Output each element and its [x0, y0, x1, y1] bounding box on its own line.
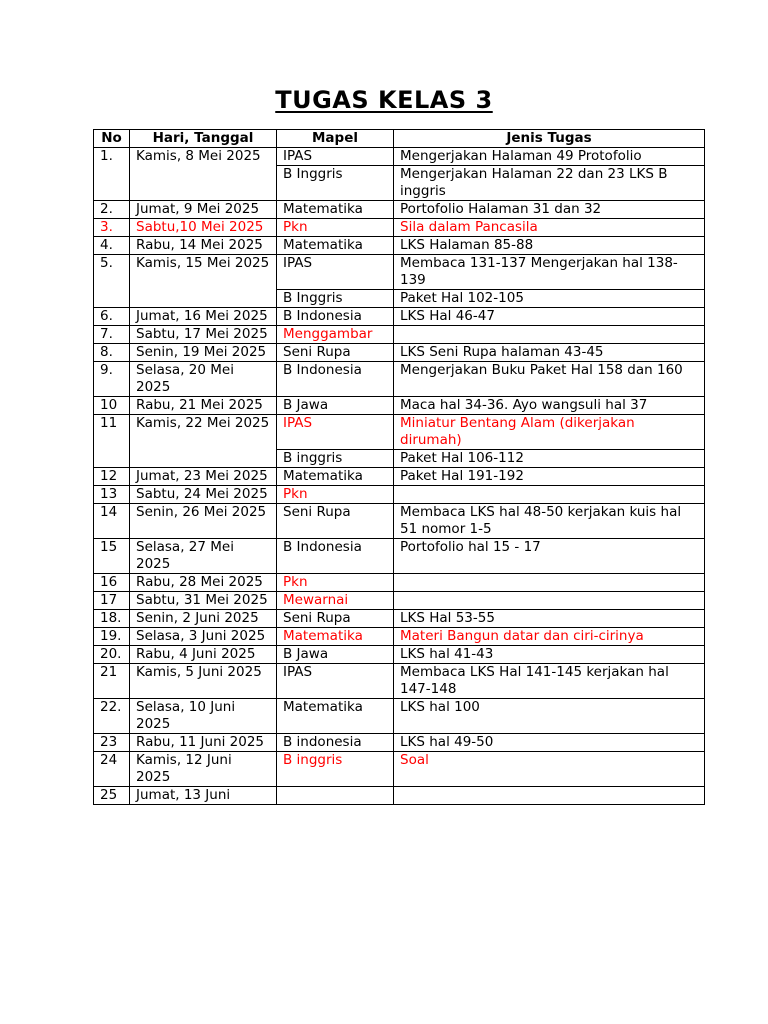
row-day: Kamis, 5 Juni 2025	[130, 664, 277, 699]
row-mapel: B Inggris	[277, 166, 394, 201]
row-day: Kamis, 12 Juni 2025	[130, 752, 277, 787]
row-mapel: Matematika	[277, 628, 394, 646]
table-row	[94, 734, 705, 752]
row-day: Selasa, 10 Juni 2025	[130, 699, 277, 734]
row-day: Senin, 26 Mei 2025	[130, 504, 277, 539]
table-row	[94, 415, 705, 450]
row-number: 15	[94, 539, 130, 574]
row-day: Kamis, 8 Mei 2025	[130, 148, 277, 201]
row-day: Jumat, 9 Mei 2025	[130, 201, 277, 219]
table-row	[94, 486, 705, 504]
table-row	[94, 664, 705, 699]
row-number: 17	[94, 592, 130, 610]
row-day: Jumat, 23 Mei 2025	[130, 468, 277, 486]
row-number: 8.	[94, 344, 130, 362]
row-mapel: B Jawa	[277, 646, 394, 664]
table-row	[94, 201, 705, 219]
row-day: Selasa, 3 Juni 2025	[130, 628, 277, 646]
row-day: Kamis, 15 Mei 2025	[130, 255, 277, 308]
table-row	[94, 468, 705, 486]
row-jenis: Membaca LKS Hal 141-145 kerjakan hal 147-148	[394, 664, 705, 699]
header-no: No	[94, 130, 130, 148]
table-row	[94, 237, 705, 255]
row-day: Selasa, 27 Mei 2025	[130, 539, 277, 574]
row-jenis: LKS Seni Rupa halaman 43-45	[394, 344, 705, 362]
row-mapel: B Indonesia	[277, 308, 394, 326]
row-number: 21	[94, 664, 130, 699]
row-number: 20.	[94, 646, 130, 664]
table-row	[94, 504, 705, 539]
row-day: Senin, 19 Mei 2025	[130, 344, 277, 362]
row-day: Rabu, 28 Mei 2025	[130, 574, 277, 592]
row-number: 10	[94, 397, 130, 415]
row-mapel: Pkn	[277, 574, 394, 592]
row-mapel: Pkn	[277, 486, 394, 504]
row-mapel: Matematika	[277, 699, 394, 734]
row-mapel: IPAS	[277, 415, 394, 450]
row-number: 11	[94, 415, 130, 468]
row-day: Sabtu,10 Mei 2025	[130, 219, 277, 237]
row-day: Sabtu, 17 Mei 2025	[130, 326, 277, 344]
row-mapel: Mewarnai	[277, 592, 394, 610]
row-jenis: Paket Hal 191-192	[394, 468, 705, 486]
row-jenis: Mengerjakan Buku Paket Hal 158 dan 160	[394, 362, 705, 397]
row-jenis: Sila dalam Pancasila	[394, 219, 705, 237]
row-number: 22.	[94, 699, 130, 734]
row-jenis: LKS Hal 53-55	[394, 610, 705, 628]
row-mapel: Seni Rupa	[277, 344, 394, 362]
row-jenis	[394, 486, 705, 504]
table-row	[94, 574, 705, 592]
table-row	[94, 219, 705, 237]
row-mapel: Matematika	[277, 201, 394, 219]
row-jenis: Maca hal 34-36. Ayo wangsuli hal 37	[394, 397, 705, 415]
row-day: Kamis, 22 Mei 2025	[130, 415, 277, 468]
row-mapel	[277, 787, 394, 805]
row-number: 5.	[94, 255, 130, 308]
row-jenis: Materi Bangun datar dan ciri-cirinya	[394, 628, 705, 646]
row-jenis: LKS Hal 46-47	[394, 308, 705, 326]
row-number: 18.	[94, 610, 130, 628]
row-number: 13	[94, 486, 130, 504]
row-number: 19.	[94, 628, 130, 646]
row-mapel: Matematika	[277, 468, 394, 486]
table-row	[94, 787, 705, 805]
row-mapel: B inggris	[277, 752, 394, 787]
page-title: TUGAS KELAS 3	[275, 86, 493, 114]
table-row	[94, 362, 705, 397]
row-number: 1.	[94, 148, 130, 201]
row-number: 24	[94, 752, 130, 787]
row-mapel: Seni Rupa	[277, 610, 394, 628]
row-mapel: Pkn	[277, 219, 394, 237]
row-jenis: Portofolio Halaman 31 dan 32	[394, 201, 705, 219]
row-day: Sabtu, 31 Mei 2025	[130, 592, 277, 610]
row-jenis: Membaca LKS hal 48-50 kerjakan kuis hal 51 nomor 1-5	[394, 504, 705, 539]
row-mapel: Matematika	[277, 237, 394, 255]
row-day: Selasa, 20 Mei 2025	[130, 362, 277, 397]
header-day: Hari, Tanggal	[130, 130, 277, 148]
table-row	[94, 539, 705, 574]
row-number: 4.	[94, 237, 130, 255]
row-day: Rabu, 21 Mei 2025	[130, 397, 277, 415]
table-row	[94, 699, 705, 734]
row-jenis	[394, 592, 705, 610]
row-number: 3.	[94, 219, 130, 237]
table-row	[94, 308, 705, 326]
task-table	[93, 129, 705, 805]
row-number: 12	[94, 468, 130, 486]
row-day: Jumat, 16 Mei 2025	[130, 308, 277, 326]
row-day: Senin, 2 Juni 2025	[130, 610, 277, 628]
table-row	[94, 344, 705, 362]
row-jenis: LKS hal 100	[394, 699, 705, 734]
table-row	[94, 610, 705, 628]
row-jenis: Portofolio hal 15 - 17	[394, 539, 705, 574]
row-mapel: B Indonesia	[277, 362, 394, 397]
row-number: 23	[94, 734, 130, 752]
row-jenis: LKS hal 49-50	[394, 734, 705, 752]
table-row	[94, 628, 705, 646]
row-day: Rabu, 14 Mei 2025	[130, 237, 277, 255]
row-jenis: LKS hal 41-43	[394, 646, 705, 664]
row-mapel: B Indonesia	[277, 539, 394, 574]
row-jenis: Paket Hal 106-112	[394, 450, 705, 468]
row-mapel: B Jawa	[277, 397, 394, 415]
table-row	[94, 646, 705, 664]
row-number: 2.	[94, 201, 130, 219]
row-jenis: Mengerjakan Halaman 49 Protofolio	[394, 148, 705, 166]
row-number: 25	[94, 787, 130, 805]
table-header-row	[94, 130, 705, 148]
row-mapel: IPAS	[277, 255, 394, 290]
row-jenis: LKS Halaman 85-88	[394, 237, 705, 255]
row-mapel: B inggris	[277, 450, 394, 468]
table-row	[94, 592, 705, 610]
row-mapel: B indonesia	[277, 734, 394, 752]
row-mapel: Seni Rupa	[277, 504, 394, 539]
table-row	[94, 326, 705, 344]
row-number: 16	[94, 574, 130, 592]
row-jenis: Mengerjakan Halaman 22 dan 23 LKS B inggris	[394, 166, 705, 201]
task-table-body	[94, 148, 705, 805]
table-row	[94, 752, 705, 787]
row-jenis: Miniatur Bentang Alam (dikerjakan dirumah)	[394, 415, 705, 450]
row-mapel: IPAS	[277, 148, 394, 166]
row-mapel: B Inggris	[277, 290, 394, 308]
row-jenis	[394, 574, 705, 592]
row-day: Rabu, 11 Juni 2025	[130, 734, 277, 752]
row-day: Rabu, 4 Juni 2025	[130, 646, 277, 664]
row-jenis: Membaca 131-137 Mengerjakan hal 138-139	[394, 255, 705, 290]
header-jenis: Jenis Tugas	[394, 130, 705, 148]
row-mapel: Menggambar	[277, 326, 394, 344]
table-row	[94, 148, 705, 166]
header-mapel: Mapel	[277, 130, 394, 148]
row-jenis	[394, 326, 705, 344]
row-jenis: Soal	[394, 752, 705, 787]
table-row	[94, 397, 705, 415]
row-number: 9.	[94, 362, 130, 397]
row-number: 7.	[94, 326, 130, 344]
row-mapel: IPAS	[277, 664, 394, 699]
table-row	[94, 255, 705, 290]
row-number: 14	[94, 504, 130, 539]
row-jenis: Paket Hal 102-105	[394, 290, 705, 308]
row-number: 6.	[94, 308, 130, 326]
row-day: Sabtu, 24 Mei 2025	[130, 486, 277, 504]
row-day: Jumat, 13 Juni	[130, 787, 277, 805]
row-jenis	[394, 787, 705, 805]
